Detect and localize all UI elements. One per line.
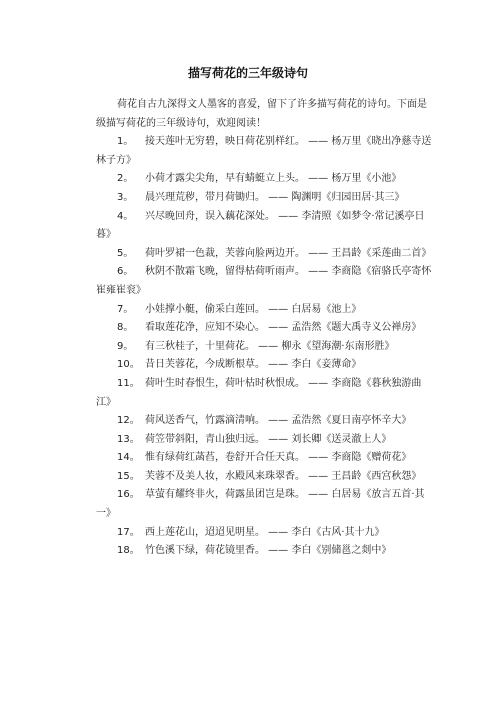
poem-text: 接天莲叶无穷碧，映日荷花别样红。 —— 杨万里《晓出净慈寺送林子方》 — [96, 136, 432, 166]
poem-text: 西上莲花山，迢迢见明星。 —— 李白《古风·其十九》 — [145, 526, 385, 538]
document-body — [96, 96, 432, 561]
poem-text: 荷叶罗裙一色裁，芙蓉向脸两边开。 —— 王昌龄《采莲曲二首》 — [145, 247, 432, 259]
poem-number: 15。 — [117, 470, 140, 482]
poem-text: 晨兴理荒秽，带月荷锄归。 —— 陶渊明《归园田居·其三》 — [145, 191, 405, 203]
poem-item — [96, 319, 432, 338]
poem-number: 12。 — [117, 415, 140, 427]
poem-item — [96, 338, 432, 357]
poem-text: 小荷才露尖尖角，早有蜻蜓立上头。 —— 杨万里《小池》 — [145, 173, 402, 185]
poem-number: 5。 — [117, 247, 134, 259]
poem-number: 1。 — [117, 136, 134, 148]
poem-item — [96, 449, 432, 468]
poem-number: 10。 — [117, 359, 140, 371]
poem-item — [96, 375, 432, 412]
poem-item — [96, 189, 432, 208]
poem-item — [96, 524, 432, 543]
intro-paragraph: 荷花自古九深得文人墨客的喜爱，留下了许多描写荷花的诗句。下面是级描写荷花的三年级诗句，欢迎阅读！ — [96, 99, 427, 129]
poem-number: 13。 — [117, 433, 140, 445]
poem-number: 4。 — [117, 210, 134, 222]
poem-number: 17。 — [117, 526, 140, 538]
poem-text: 惟有绿荷红菡萏，卷舒开合任天真。 —— 李商隐《赠荷花》 — [145, 452, 412, 464]
poem-text: 荷笠带斜阳，青山独归远。 —— 刘长卿《送灵澈上人》 — [145, 433, 392, 445]
poem-text: 昔日芙蓉花，今成断根草。 —— 李白《妾薄命》 — [145, 359, 362, 371]
poem-item — [96, 170, 432, 189]
poem-item — [96, 133, 432, 170]
poem-item — [96, 263, 432, 300]
poem-item — [96, 301, 432, 320]
poem-text: 芙蓉不及美人妆，水殿风来珠翠香。 —— 王昌龄《西宫秋怨》 — [145, 470, 422, 482]
poem-number: 16。 — [117, 489, 140, 501]
poem-item — [96, 356, 432, 375]
poem-text: 荷叶生时春恨生，荷叶枯时秋恨成。 —— 李商隐《暮秋独游曲江》 — [96, 377, 422, 408]
poem-item — [96, 468, 432, 487]
poem-text: 小娃撑小艇，偷采白莲回。 —— 白居易《池上》 — [145, 303, 362, 315]
poem-number: 14。 — [117, 452, 140, 464]
poem-number: 6。 — [117, 266, 134, 278]
poem-number: 2。 — [117, 173, 134, 185]
poem-text: 竹色溪下绿，荷花镜里香。 —— 李白《别储邕之剡中》 — [145, 545, 392, 557]
poem-number: 11。 — [117, 377, 140, 389]
poem-text: 草萤有耀终非火，荷露虽团岂是珠。 —— 白居易《放言五首·其一》 — [96, 489, 425, 520]
poem-item — [96, 208, 432, 245]
poem-text: 有三秋桂子，十里荷花。 —— 柳永《望海潮·东南形胜》 — [145, 340, 395, 352]
poem-number: 9。 — [117, 340, 134, 352]
poem-item — [96, 412, 432, 431]
poem-item — [96, 431, 432, 450]
poem-item — [96, 542, 432, 561]
poem-number: 3。 — [117, 191, 134, 203]
poem-text: 荷风送香气，竹露滴清响。 —— 孟浩然《夏日南亭怀辛大》 — [145, 415, 412, 427]
poem-number: 18。 — [117, 545, 140, 557]
poem-text: 兴尽晚回舟，误入藕花深处。 —— 李清照《如梦令·常记溪亭日暮》 — [96, 210, 425, 241]
poem-number: 8。 — [117, 322, 134, 334]
poem-number: 7。 — [117, 303, 134, 315]
poem-text: 看取莲花净，应知不染心。 —— 孟浩然《题大禹寺义公禅房》 — [145, 322, 422, 334]
poem-item — [96, 245, 432, 264]
document-title: 描写荷花的三年级诗句 — [187, 66, 308, 80]
poem-item — [96, 486, 432, 523]
poem-text: 秋阴不散霜飞晚，留得枯荷听雨声。 —— 李商隐《宿骆氏亭寄怀崔雍崔衮》 — [96, 266, 432, 296]
